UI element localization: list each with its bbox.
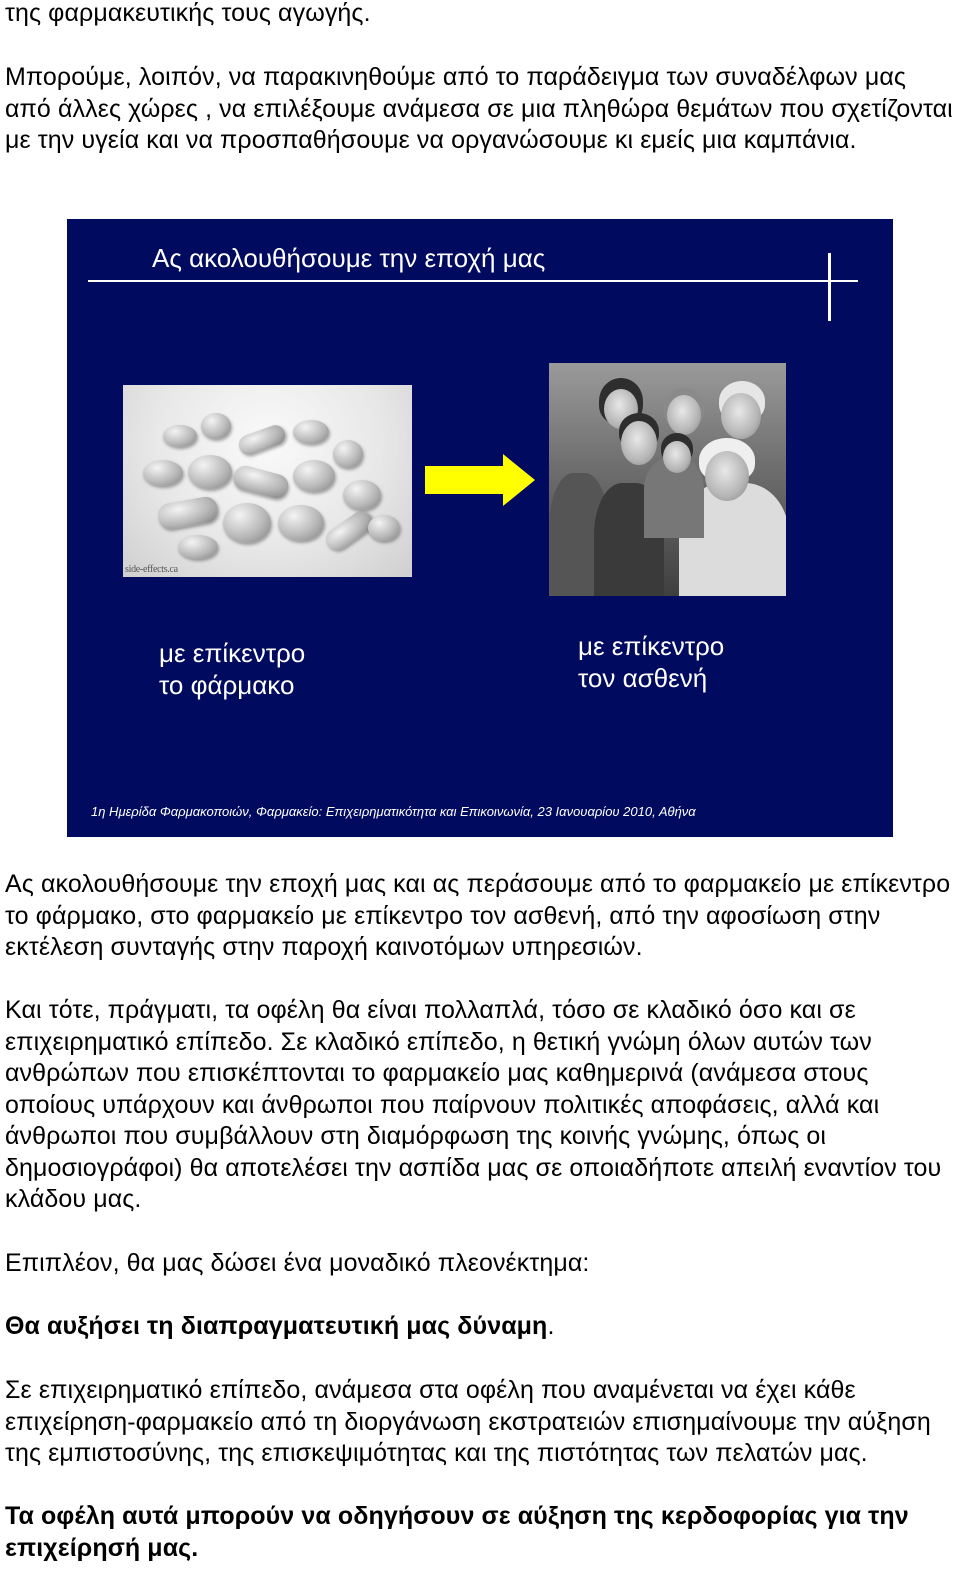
arrow-shape [425, 454, 535, 506]
paragraph-benefits: Και τότε, πράγματι, τα οφέλη θα είναι πολλαπλά, τόσο σε κλαδικό όσο και σε επιχειρηματικό επίπεδο. Σε κλαδικό επίπεδο, η θετική γνώμη όλων αυτών των ανθρώπων που επισκέπτονται το φαρμακείο μας καθημερινά (ανάμεσα στους οποίους υπάρχουν και άνθρωποι που παίρνουν πολιτικές αποφάσεις, αλλά και άνθρωποι που συμβάλλουν στη διαμόρφωση της κοινής γνώμης, όπως οι δημοσιογράφοι) θα αποτελέσει την ασπίδα μας σε οποιαδήποτε απειλή εναντίον του κλάδου μας. [5, 996, 942, 1213]
slide-footer: 1η Ημερίδα Φαρμακοποιών, Φαρμακείο: Επιχειρηματικότητα και Επικοινωνία, 23 Ιανουαρίου 2010, Αθήνα [91, 804, 696, 819]
paragraph-profitability: Τα οφέλη αυτά μπορούν να οδηγήσουν σε αύξηση της κερδοφορίας για την επιχείρησή μας. [5, 1502, 909, 1562]
slide-title-underline [88, 280, 858, 282]
paragraph-negotiating-power [5, 1311, 955, 1343]
left-caption-line1: με επίκεντρο [159, 638, 306, 668]
photo-watermark: side-effects.ca [125, 564, 178, 575]
paragraph-follow-era: Ας ακολουθήσουμε την εποχή μας και ας περάσουμε από το φαρμακείο με επίκεντρο το φάρμακο, στο φαρμακείο με επίκεντρο τον ασθενή, από την αφοσίωση στην εκτέλεση συνταγής στην παροχή καινοτόμων υπηρεσιών. [5, 870, 951, 961]
paragraph-business-level: Σε επιχειρηματικό επίπεδο, ανάμεσα στα οφέλη που αναμένεται να έχει κάθε επιχείρηση-φαρμακείο από τη διοργάνωση εκστρατειών επισημαίνουμε την αύξηση της εμπιστοσύνης, της επισκεψιμότητας και της πιστότητας των πελατών μας. [5, 1376, 931, 1467]
paragraph-intro-tail: της φαρμακευτικής τους αγωγής. [5, 0, 371, 27]
pills-photo [123, 385, 412, 577]
left-caption [159, 637, 305, 701]
right-caption [578, 630, 724, 694]
right-caption-line1: με επίκεντρο [578, 631, 725, 661]
slide-title-tick-mark [828, 253, 831, 321]
negotiating-power-bold: Θα αυξήσει τη διαπραγματευτική μας δύναμη [5, 1312, 548, 1340]
family-photo [549, 363, 786, 596]
slide-title: Ας ακολουθήσουμε την εποχή μας [152, 243, 546, 273]
paragraph-advantage: Επιπλέον, θα μας δώσει ένα μοναδικό πλεονέκτημα: [5, 1249, 590, 1277]
negotiating-power-period: . [547, 1312, 555, 1340]
right-caption-line2: τον ασθενή [578, 663, 708, 693]
presentation-slide [67, 219, 893, 837]
right-arrow-icon [425, 454, 535, 506]
paragraph-campaign: Μπορούμε, λοιπόν, να παρακινηθούμε από το παράδειγμα των συναδέλφων μας από άλλες χώρες , να επιλέξουμε ανάμεσα σε μια πληθώρα θεμάτων που σχετίζονται με την υγεία και να προσπαθήσουμε να οργανώσουμε κι εμείς μια καμπάνια. [5, 63, 953, 154]
left-caption-line2: το φάρμακο [159, 670, 295, 700]
